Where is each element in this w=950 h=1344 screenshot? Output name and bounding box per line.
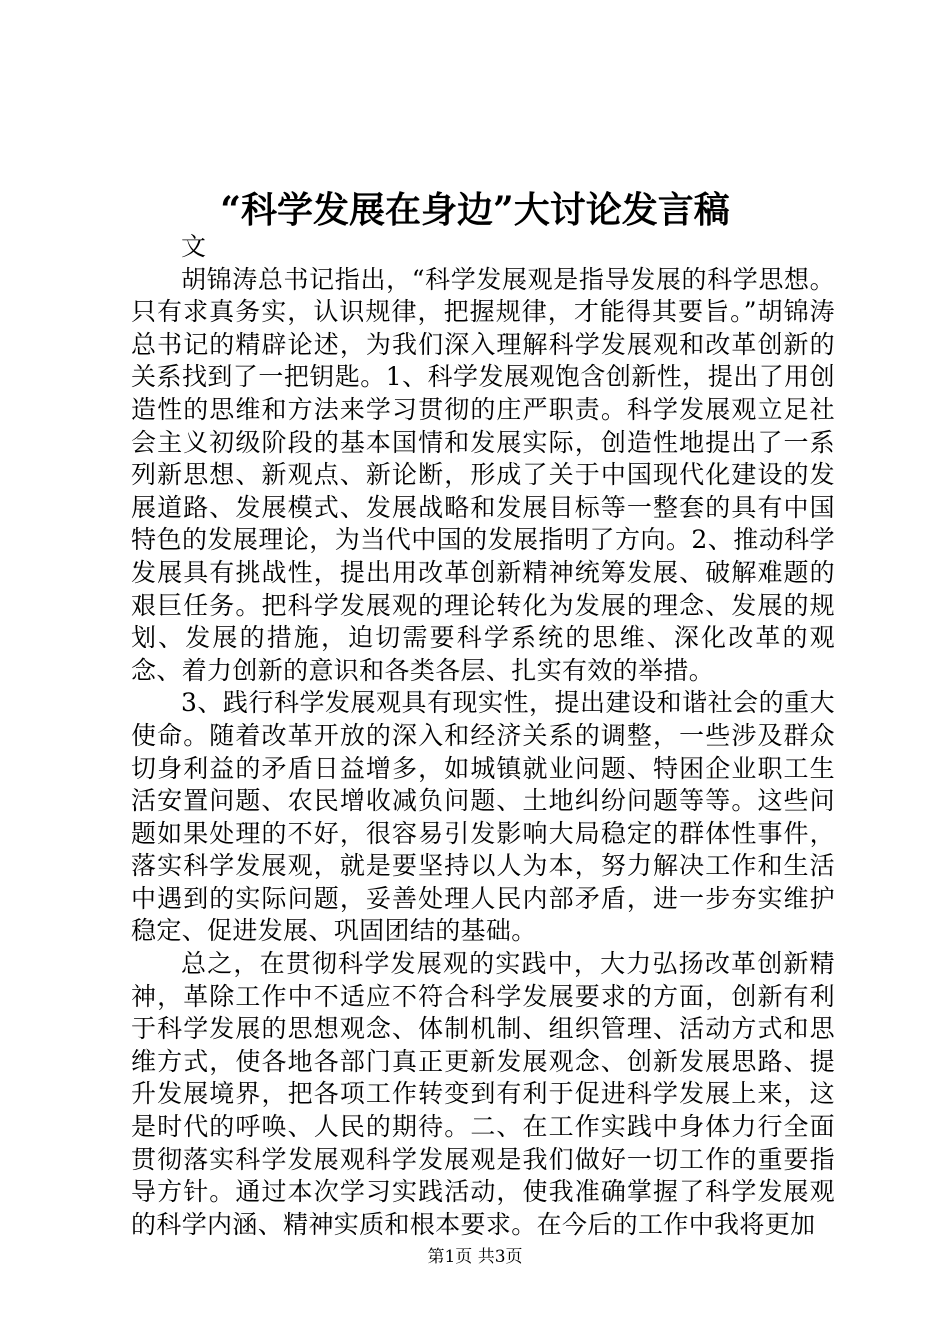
paragraph: 总之，在贯彻科学发展观的实践中，大力弘扬改革创新精神，革除工作中不适应不符合科学发展要求的方面，创新有利于科学发展的思想观念、体制机制、组织管理、活动方式和思维方式，使各地各部门真正更新发展观念、创新发展思路、提升发展境界，把各项工作转变到有利于促进科学发展上来，这是时代的呼唤、人民的期待。二、在工作实践中身体力行全面贯彻落实科学发展观科学发展观是我们做好一切工作的重要指导方针。通过本次学习实践活动，使我准确掌握了科学发展观的科学内涵、精神实质和根本要求。在今后的工作中我将更加 (131, 949, 835, 1239)
paragraph-author: 文 (181, 232, 207, 261)
paragraph: 胡锦涛总书记指出，“科学发展观是指导发展的科学思想。只有求真务实，认识规律，把握规律，才能得其要旨。”胡锦涛总书记的精辟论述，为我们深入理解科学发展观和改革创新的关系找到了一把钥匙。1、科学发展观饱含创新性，提出了用创造性的思维和方法来学习贯彻的庄严职责。科学发展观立足社会主义初级阶段的基本国情和发展实际，创造性地提出了一系列新思想、新观点、新论断，形成了关于中国现代化建设的发展道路、发展模式、发展战略和发展目标等一整套的具有中国特色的发展理论，为当代中国的发展指明了方向。2、推动科学发展具有挑战性，提出用改革创新精神统筹发展、破解难题的艰巨任务。把科学发展观的理论转化为发展的理念、发展的规划、发展的措施，迫切需要科学系统的思维、深化改革的观念、着力创新的意识和各类各层、扎实有效的举措。 (131, 264, 835, 685)
document-title: “科学发展在身边”大讨论发言稿 (220, 189, 730, 231)
document-body (131, 231, 835, 1241)
paragraph: 3、践行科学发展观具有现实性，提出建设和谐社会的重大使命。随着改革开放的深入和经济关系的调整，一些涉及群众切身利益的矛盾日益增多，如城镇就业问题、特困企业职工生活安置问题、农民增收减负问题、土地纠纷问题等等。这些问题如果处理的不好，很容易引发影响大局稳定的群体性事件，落实科学发展观，就是要坚持以人为本，努力解决工作和生活中遇到的实际问题，妥善处理人民内部矛盾，进一步夯实维护稳定、促进发展、巩固团结的基础。 (131, 688, 835, 946)
page-footer: 第1页 共3页 (427, 1247, 523, 1267)
